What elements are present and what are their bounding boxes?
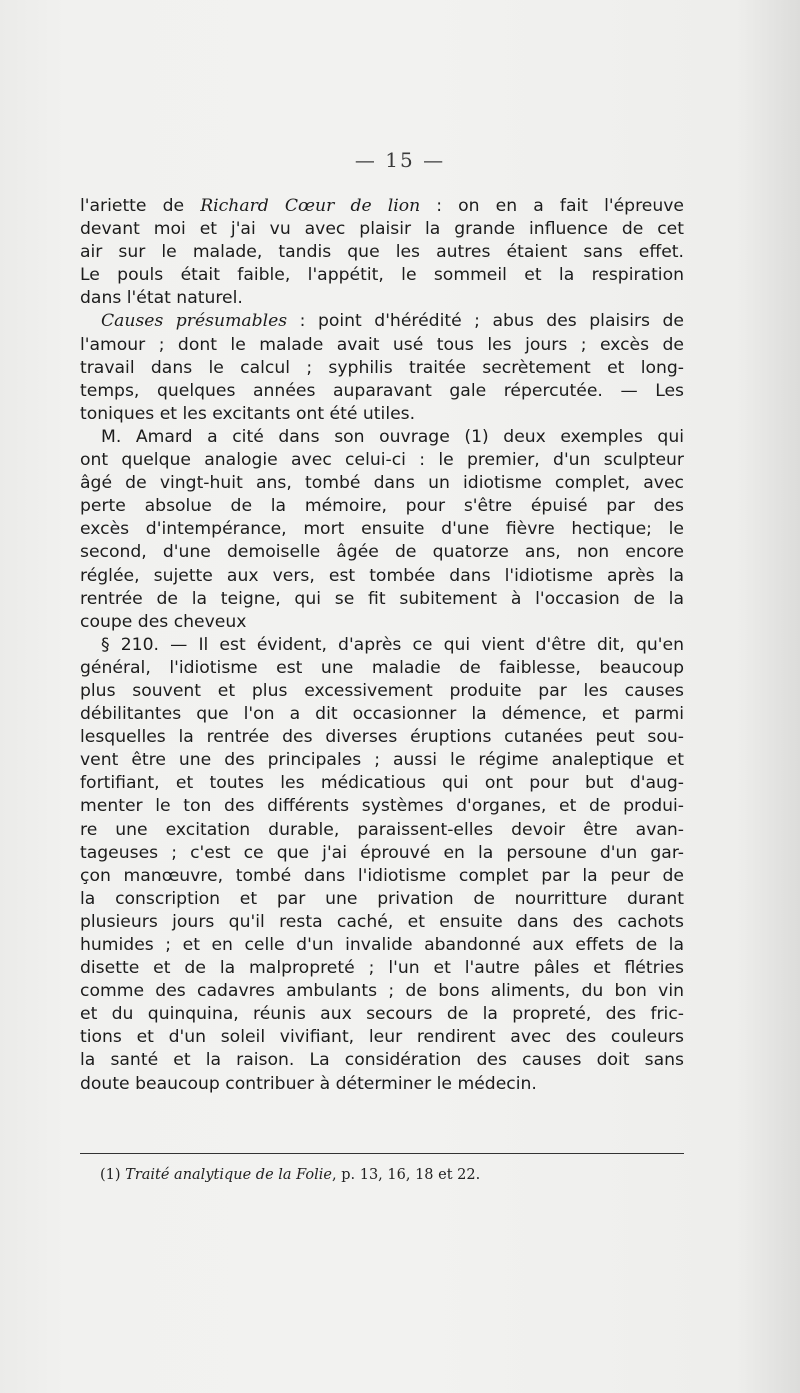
text-segment: ont quelque analogie avec celui-ci : le premier, d'un sculpteur bbox=[80, 450, 684, 471]
text-segment: coupe des cheveux bbox=[80, 611, 247, 632]
text-line bbox=[80, 380, 684, 403]
text-line bbox=[80, 357, 684, 380]
text-segment: : point d'hérédité ; abus des plaisirs de bbox=[287, 311, 684, 332]
text-line bbox=[80, 911, 684, 934]
text-segment: disette et de la malpropreté ; l'un et l'autre pâles et flétries bbox=[80, 958, 684, 979]
text-line bbox=[80, 772, 684, 795]
text-segment: humides ; et en celle d'un invalide abandonné aux effets de la bbox=[80, 935, 684, 955]
text-line bbox=[80, 403, 684, 426]
footnote bbox=[100, 1165, 684, 1185]
text-line bbox=[80, 726, 684, 749]
text-line bbox=[80, 472, 684, 495]
text-segment: çon manœuvre, tombé dans l'idiotisme complet par la peur de bbox=[80, 865, 684, 886]
text-segment: l'amour ; dont le malade avait usé tous les jours ; excès de bbox=[80, 334, 684, 355]
text-line bbox=[80, 657, 684, 680]
text-segment: tions et d'un soleil vivifiant, leur rendirent avec des couleurs bbox=[80, 1027, 684, 1048]
text-line bbox=[80, 1049, 684, 1072]
text-line bbox=[80, 588, 684, 611]
text-line bbox=[80, 195, 684, 218]
text-line bbox=[80, 680, 684, 703]
text-segment: menter le ton des différents systèmes d'organes, et de produi- bbox=[80, 796, 684, 817]
text-segment: dans l'état naturel. bbox=[80, 288, 243, 309]
text-segment: Le pouls était faible, l'appétit, le sommeil et la respiration bbox=[80, 265, 684, 286]
footnote-divider bbox=[80, 1153, 684, 1154]
text-line bbox=[80, 819, 684, 842]
text-segment: et du quinquina, réunis aux secours de la propreté, des fric- bbox=[80, 1004, 684, 1025]
text-segment: travail dans le calcul ; syphilis traitée secrètement et long- bbox=[80, 357, 684, 378]
text-segment: plus souvent et plus excessivement produite par les causes bbox=[80, 680, 684, 701]
text-segment: comme des cadavres ambulants ; de bons aliments, du bon vin bbox=[80, 981, 684, 1002]
text-line bbox=[80, 865, 684, 888]
text-segment: toniques et les excitants ont été utiles. bbox=[80, 403, 416, 424]
text-line bbox=[80, 1003, 684, 1026]
footnote-marker: (1) bbox=[100, 1167, 121, 1183]
text-segment: : on en a fait l'épreuve bbox=[420, 196, 684, 216]
page-number: — 15 — bbox=[354, 148, 446, 172]
text-line bbox=[80, 934, 684, 957]
text-segment: la santé et la raison. La considération des causes doit sans bbox=[80, 1050, 684, 1071]
text-segment: re une excitation durable, paraissent-elles devoir être avan- bbox=[80, 819, 684, 840]
text-line bbox=[80, 518, 684, 541]
text-line bbox=[80, 241, 684, 264]
text-segment: vent être une des principales ; aussi le régime analeptique et bbox=[80, 750, 684, 771]
text-line bbox=[80, 842, 684, 865]
text-segment: M. Amard a cité dans son ouvrage (1) deux exemples qui bbox=[101, 426, 684, 447]
text-line bbox=[80, 1026, 684, 1049]
text-segment: fortifiant, et toutes les médicatious qui ont pour but d'aug- bbox=[80, 773, 684, 794]
text-segment: réglée, sujette aux vers, est tombée dans l'idiotisme après la bbox=[80, 565, 684, 586]
text-segment: § 210. — Il est évident, d'après ce qui vient d'être dit, qu'en bbox=[101, 634, 684, 655]
text-line bbox=[80, 957, 684, 980]
text-segment: tageuses ; c'est ce que j'ai éprouvé en la persoune d'un gar- bbox=[80, 842, 684, 863]
text-line bbox=[80, 703, 684, 726]
text-line bbox=[80, 218, 684, 241]
text-line bbox=[80, 980, 684, 1003]
text-line bbox=[80, 541, 684, 564]
text-line bbox=[80, 310, 684, 333]
text-line bbox=[80, 495, 684, 518]
text-segment: second, d'une demoiselle âgée de quatorze ans, non encore bbox=[80, 542, 684, 563]
italic-text: Richard Cœur de lion bbox=[200, 196, 421, 216]
text-line bbox=[80, 1073, 684, 1096]
text-segment: air sur le malade, tandis que les autres étaient sans effet. bbox=[80, 242, 684, 263]
text-line bbox=[80, 749, 684, 772]
text-line bbox=[80, 565, 684, 588]
body-text bbox=[80, 195, 684, 1096]
text-line bbox=[80, 426, 684, 449]
text-segment: plusieurs jours qu'il resta caché, et ensuite dans des cachots bbox=[80, 911, 684, 932]
italic-text: Causes présumables bbox=[101, 311, 288, 332]
text-line bbox=[80, 287, 684, 310]
text-segment: perte absolue de la mémoire, pour s'être épuisé par des bbox=[80, 496, 684, 517]
text-line bbox=[80, 634, 684, 657]
text-segment: la conscription et par une privation de nourritture durant bbox=[80, 888, 684, 909]
text-line bbox=[80, 449, 684, 472]
text-line bbox=[80, 334, 684, 357]
text-segment: débilitantes que l'on a dit occasionner la démence, et parmi bbox=[80, 704, 684, 725]
footnote-reference: , p. 13, 16, 18 et 22. bbox=[332, 1167, 481, 1183]
footnote-title: Traité analytique de la Folie bbox=[125, 1167, 333, 1183]
text-line bbox=[80, 888, 684, 911]
text-line bbox=[80, 264, 684, 287]
text-segment: excès d'intempérance, mort ensuite d'une fièvre hectique; le bbox=[80, 519, 684, 540]
text-segment: devant moi et j'ai vu avec plaisir la grande influence de cet bbox=[80, 219, 684, 240]
text-segment: temps, quelques années auparavant gale répercutée. — Les bbox=[80, 380, 684, 401]
text-segment: l'ariette de bbox=[80, 196, 201, 216]
text-line bbox=[80, 795, 684, 818]
text-segment: âgé de vingt-huit ans, tombé dans un idiotisme complet, avec bbox=[80, 473, 684, 494]
text-segment: lesquelles la rentrée des diverses éruptions cutanées peut sou- bbox=[80, 727, 684, 748]
text-line bbox=[80, 611, 684, 634]
text-segment: doute beaucoup contribuer à déterminer le médecin. bbox=[80, 1073, 537, 1094]
text-segment: rentrée de la teigne, qui se fit subitement à l'occasion de la bbox=[80, 588, 684, 609]
text-segment: général, l'idiotisme est une maladie de faiblesse, beaucoup bbox=[80, 657, 684, 678]
